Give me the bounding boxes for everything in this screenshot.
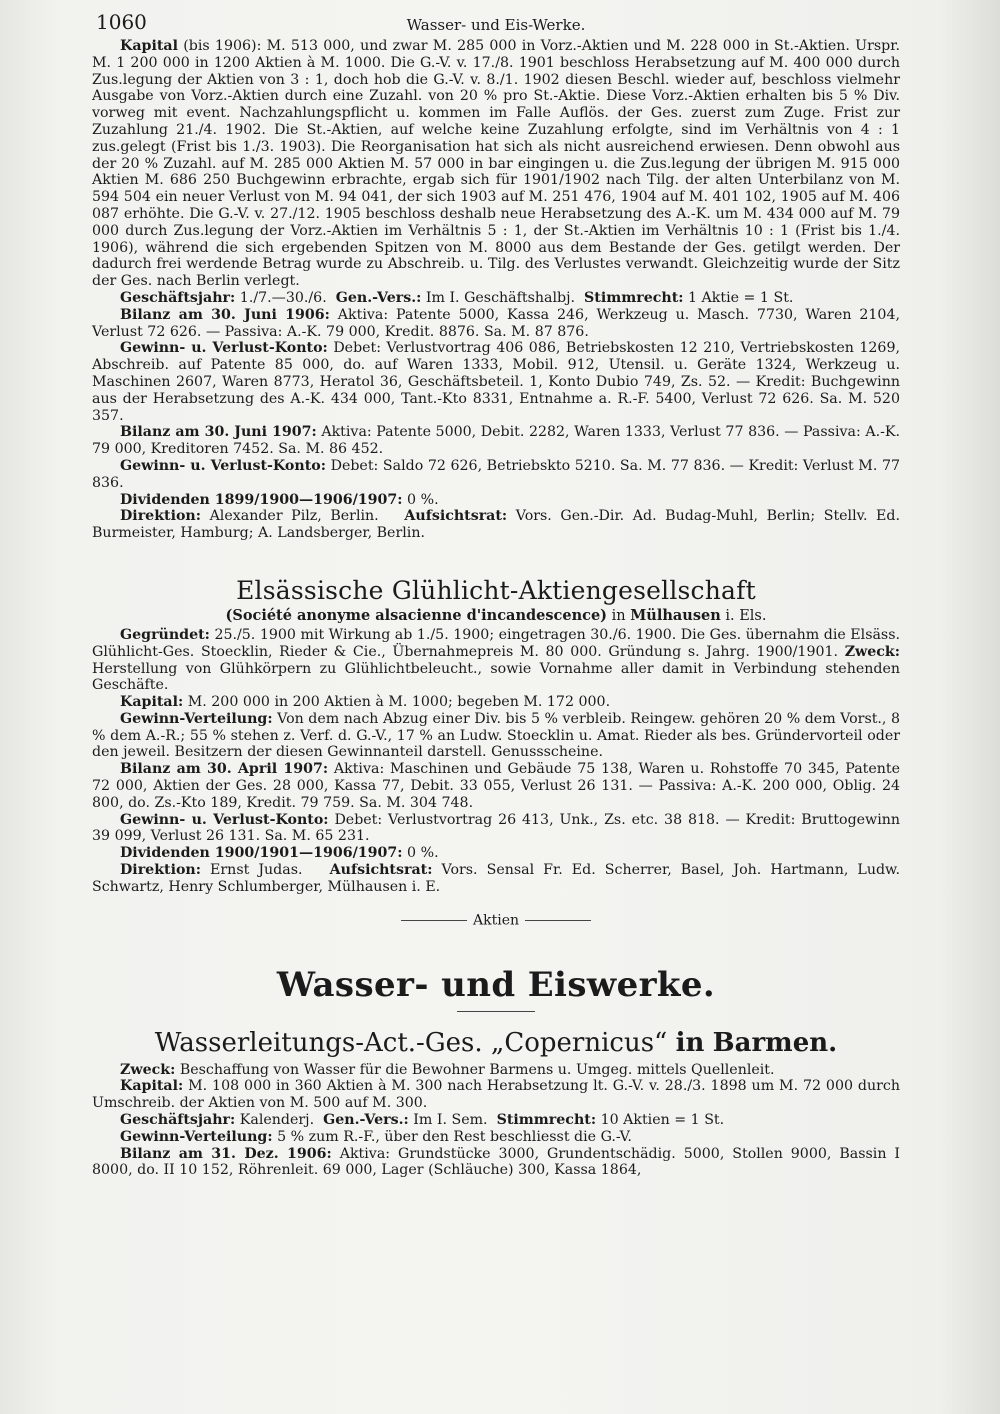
- supervisory-board-label: Aufsichtsrat:: [329, 862, 433, 879]
- general-meeting-text: Im I. Sem.: [413, 1112, 488, 1129]
- general-meeting-label: Gen.-Vers.:: [335, 289, 422, 306]
- profit-distribution-paragraph: [92, 1129, 900, 1146]
- voting-right-text: 10 Aktien = 1 St.: [600, 1112, 725, 1129]
- dividends-paragraph: [92, 845, 900, 862]
- dividends-label: Dividenden 1900/1901—1906/1907:: [120, 845, 403, 862]
- page-header: [92, 8, 900, 38]
- purpose-text: Beschaffung von Wasser für die Bewohner Barmens u. Umgeg. mittels Quellenleit.: [179, 1061, 775, 1078]
- founded-label: Gegründet:: [120, 626, 210, 643]
- balance-label: Bilanz am 31. Dez. 1906:: [120, 1145, 332, 1162]
- balance-label: Bilanz am 30. April 1907:: [120, 761, 329, 778]
- balance-paragraph: [92, 1146, 900, 1180]
- capital-text: (bis 1906): M. 513 000, und zwar M. 285 000 in Vorz.-Aktien und M. 228 000 in St.-Aktien. Urspr. M. 1 200 000 in 1200 Aktien à M. 1000. Die G.-V. v. 17./8. 1901 beschloss Herabsetzung auf M. 400 000 durch Zus.legung der Aktien von 3 : 1, doch hob die G.-V. v. 8./1. 1902 diesen Beschl. wieder auf, beschloss vielmehr Ausgabe von Vorz.-Aktien durch eine Zuzahl. von 20 % pro St.-Aktie. Diese Vorz.-Aktien erhalten bis 5 % Div. vorweg mit event. Nachzahlungspflicht u. kommen im Falle Auflös. der Ges. zuerst zum Zuge. Frist zur Zuzahlung 21./4. 1902. Die St.-Aktien, auf welche keine Zuzahlung erfolgte, sind im Verhältnis von 4 : 1 zus.gelegt (Frist bis 1./3. 1903). Die Reorganisation hat sich als nicht ausreichend erwiesen. Denn obwohl aus der 20 % Zuzahl. auf M. 285 000 Aktien M. 57 000 in bar eingingen u. die Zus.legung der übrigen M. 915 000 Aktien M. 686 250 Buchgewinn erbrachte, ergab sich für 1901/1902 nach Tilg. der alten Unterbilanz von M. 594 504 ein neuer Verlust von M. 94 041, der sich 1903 auf M. 251 476, 1904 auf M. 401 102, 1905 auf M. 406 087 erhöhte. Die G.-V. v. 27./12. 1905 beschloss deshalb neue Herabsetzung des A.-K. um M. 434 000 auf M. 79 000 durch Zus.legung der Vorz.-Aktien im Verhältnis 5 : 1, der St.-Aktien im Verhältnis 10 : 1 (Frist bis 1./4. 1906), während die sich ergebenden Spitzen von M. 8000 aus dem Bestande der Ges. getilgt werden. Der dadurch frei werdende Betrag wurde zu Abschreib. u. Tilg. des Verlustes verwandt. Gleichzeitig wurde der Sitz der Ges. nach Berlin verlegt.: [92, 38, 900, 290]
- capital-text: M. 200 000 in 200 Aktien à M. 1000; begeben M. 172 000.: [187, 694, 611, 711]
- separator-word: Aktien: [473, 912, 519, 929]
- purpose-label: Zweck:: [120, 1061, 176, 1078]
- purpose-label: Zweck:: [844, 643, 900, 660]
- purpose-text: Herstellung von Glühkörpern zu Glühlichtbeleucht., sowie Vornahme aller damit in Verbindung stehenden Geschäfte.: [92, 660, 900, 694]
- profit-loss-1907-label: Gewinn- u. Verlust-Konto:: [120, 457, 326, 474]
- capital-label: Kapital:: [120, 694, 184, 711]
- capital-paragraph: [92, 1078, 900, 1112]
- fiscal-year-text: 1./7.—30./6.: [239, 289, 327, 306]
- profit-distribution-text: 5 % zum R.-F., über den Rest beschliesst die G.-V.: [277, 1128, 632, 1145]
- profit-distribution-label: Gewinn-Verteilung:: [120, 1128, 273, 1145]
- profit-loss-1907-paragraph: [92, 458, 900, 492]
- balance-1907-paragraph: [92, 424, 900, 458]
- company-title: Elsässische Glühlicht-Aktiengesellschaft: [236, 575, 756, 605]
- supervisory-board-text: Vors. Gen.-Dir. Ad. Budag-Muhl, Berlin; Stellv. Ed. Burmeister, Hamburg; A. Landsberger, Berlin.: [92, 508, 900, 542]
- founded-text: 25./5. 1900 mit Wirkung ab 1./5. 1900; eingetragen 30./6. 1900. Die Ges. übernahm die Elsäss. Glühlicht-Ges. Stoecklin, Rieder & Cie., Übernahmepreis M. 80 000. Gründung s. Jahrg. 1900/1901.: [92, 626, 901, 660]
- management-text: Ernst Judas.: [210, 862, 303, 879]
- balance-paragraph: [92, 761, 900, 811]
- fiscal-year-paragraph: [92, 1112, 900, 1129]
- running-title: Wasser- und Eis-Werke.: [406, 16, 586, 34]
- balance-1906-label: Bilanz am 30. Juni 1906:: [120, 306, 330, 323]
- management-paragraph: [92, 862, 900, 896]
- management-paragraph: [92, 508, 900, 542]
- profit-loss-paragraph: [92, 812, 900, 846]
- management-label: Direktion:: [120, 508, 201, 525]
- subtitle-tail: i. Els.: [725, 607, 767, 624]
- capital-paragraph: [92, 38, 900, 290]
- entry-previous-company: [92, 38, 900, 542]
- entry-elsaessische-gluehlicht: [92, 576, 900, 896]
- dividends-text: 0 %.: [407, 845, 439, 862]
- balance-text: Aktiva: Grundstücke 3000, Grundentschädig. 5000, Stollen 9000, Bassin I 8000, do. II 10 152, Röhrenleit. 69 000, Lager (Schläuche) 300, Kassa 1864,: [92, 1145, 901, 1179]
- profit-loss-1906-paragraph: [92, 340, 900, 424]
- section-heading: Wasser- und Eiswerke.: [276, 964, 716, 1005]
- capital-label: Kapital:: [120, 1078, 184, 1095]
- fiscal-year-label: Geschäftsjahr:: [120, 1112, 236, 1129]
- entry-copernicus: [92, 1028, 900, 1180]
- voting-right-text: 1 Aktie = 1 St.: [688, 289, 794, 306]
- fiscal-year-paragraph: [92, 290, 900, 307]
- subtitle-in: in: [611, 607, 626, 624]
- balance-1906-paragraph: [92, 307, 900, 341]
- management-text: Alexander Pilz, Berlin.: [209, 508, 379, 525]
- balance-1907-text: Aktiva: Patente 5000, Debit. 2282, Waren 1333, Verlust 77 836. — Passiva: A.-K. 79 000, Kreditoren 7452. Sa. M. 86 452.: [92, 424, 900, 458]
- supervisory-board-label: Aufsichtsrat:: [404, 508, 508, 525]
- separator-rule-left: [401, 920, 467, 921]
- general-meeting-label: Gen.-Vers.:: [323, 1112, 409, 1129]
- balance-1906-text: Aktiva: Patente 5000, Kassa 246, Werkzeug u. Masch. 7730, Waren 2104, Verlust 72 626. — Passiva: A.-K. 79 000, Kredit. 8876. Sa. M. 87 876.: [92, 306, 900, 340]
- supervisory-board-text: Vors. Sensal Fr. Ed. Scherrer, Basel, Joh. Hartmann, Ludw. Schwartz, Henry Schlumberger, Mülhausen i. E.: [92, 862, 901, 895]
- balance-text: Aktiva: Maschinen und Gebäude 75 138, Waren u. Rohstoffe 70 345, Patente 72 000, Aktien der Ges. 28 000, Kassa 77, Debit. 33 055, Verlust 26 131. — Passiva: A.-K. 200 000, Oblig. 24 800, do. Zs.-Kto 189, Kredit. 79 759. Sa. M. 304 748.: [92, 761, 901, 811]
- company-subtitle: [92, 607, 900, 624]
- fiscal-year-text: Kalenderj.: [239, 1112, 315, 1129]
- company-title: [92, 1028, 900, 1058]
- profit-distribution-label: Gewinn-Verteilung:: [120, 710, 273, 727]
- dividends-text: 0 %.: [407, 491, 439, 508]
- title-in: in: [675, 1027, 705, 1058]
- profit-loss-label: Gewinn- u. Verlust-Konto:: [120, 811, 329, 828]
- company-place: Barmen.: [712, 1027, 838, 1058]
- founded-paragraph: [92, 627, 900, 694]
- page-number: 1060: [96, 10, 147, 34]
- profit-loss-1907-text: Debet: Saldo 72 626, Betriebskto 5210. Sa. M. 77 836. — Kredit: Verlust M. 77 836.: [92, 457, 900, 491]
- balance-1907-label: Bilanz am 30. Juni 1907:: [120, 424, 317, 441]
- voting-right-label: Stimmrecht:: [584, 289, 684, 306]
- company-name: Wasserleitungs-Act.-Ges. „Copernicus“: [154, 1027, 668, 1058]
- purpose-paragraph: [92, 1062, 900, 1079]
- separator-rule-right: [525, 920, 591, 921]
- dividends-label: Dividenden 1899/1900—1906/1907:: [120, 491, 403, 508]
- management-label: Direktion:: [120, 862, 201, 879]
- profit-loss-1906-text: Debet: Verlustvortrag 406 086, Betriebskosten 12 210, Vertriebskosten 1269, Abschreib. auf Patente 85 000, do. auf Waren 1333, Mobil. 912, Utensil. u. Geräte 1324, Werkzeug u. Maschinen 2607, Waren 8773, Heratol 36, Geschäftsbeteil. 1, Konto Dubio 749, Zs. 52. — Kredit: Buchgewinn aus der Herabsetzung des A.-K. 434 000, Tant.-Kto 8331, Entnahme a. R.-F. 5400, Verlust 72 626. Sa. M. 520 357.: [92, 340, 900, 424]
- general-meeting-text: Im I. Geschäftshalbj.: [425, 289, 575, 306]
- fiscal-year-label: Geschäftsjahr:: [120, 289, 236, 306]
- company-french-name: (Société anonyme alsacienne d'incandescence): [225, 606, 608, 624]
- profit-loss-1906-label: Gewinn- u. Verlust-Konto:: [120, 340, 328, 357]
- dividends-paragraph: [92, 492, 900, 509]
- profit-distribution-paragraph: [92, 711, 900, 761]
- section-divider: [457, 1011, 535, 1012]
- company-place: Mülhausen: [630, 606, 721, 624]
- profit-loss-text: Debet: Verlustvortrag 26 413, Unk., Zs. etc. 38 818. — Kredit: Bruttogewinn 39 099, Verlust 26 131. Sa. M. 65 231.: [92, 811, 901, 845]
- capital-text: M. 108 000 in 360 Aktien à M. 300 nach Herabsetzung lt. G.-V. v. 28./3. 1898 um M. 72 000 durch Umschreib. der Aktien von M. 500 auf M. 300.: [92, 1078, 900, 1112]
- capital-paragraph: [92, 694, 900, 711]
- aktien-separator: [92, 910, 900, 929]
- voting-right-label: Stimmrecht:: [496, 1112, 597, 1129]
- capital-label: Kapital: [120, 38, 178, 54]
- profit-distribution-text: Von dem nach Abzug einer Div. bis 5 % verbleib. Reingew. gehören 20 % dem Vorst., 8 % dem A.-R.; 55 % stehen z. Verf. d. G.-V., 17 % an Ludw. Stoecklin u. Amat. Rieder als bes. Gründervorteil oder den jeweil. Besitzern der diesen Gewinnanteil darstell. Genussscheine.: [92, 710, 900, 761]
